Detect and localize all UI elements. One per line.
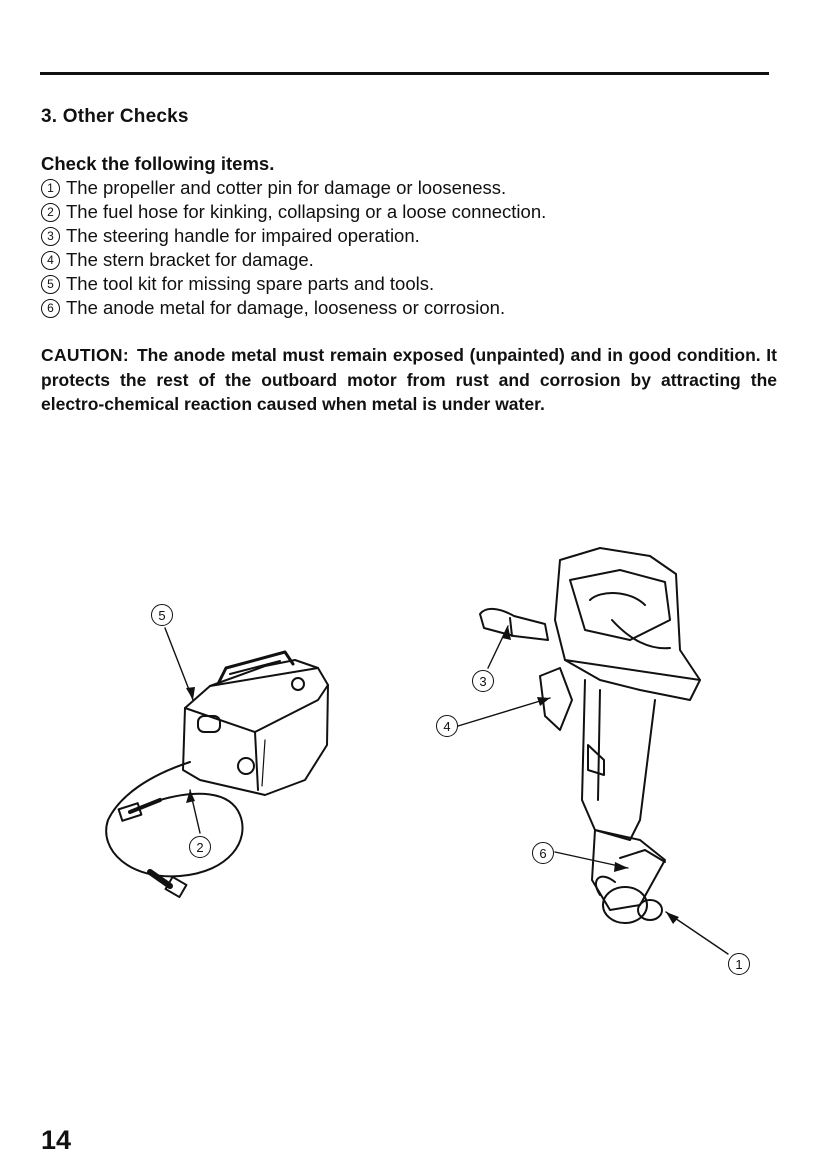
section-title: 3. Other Checks — [41, 106, 189, 127]
item-number: 5 — [41, 275, 60, 294]
callout-1: 1 — [728, 953, 750, 975]
caution-label: CAUTION: — [41, 345, 129, 365]
callout-3: 3 — [472, 670, 494, 692]
item-text: The anode metal for damage, looseness or corrosion. — [66, 297, 506, 318]
item-number: 1 — [41, 179, 60, 198]
item-text: The steering handle for impaired operation. — [66, 225, 420, 246]
item-number: 4 — [41, 251, 60, 270]
item-text: The stern bracket for damage. — [66, 249, 314, 270]
callout-2: 2 — [189, 836, 211, 858]
callout-6: 6 — [532, 842, 554, 864]
item-number: 3 — [41, 227, 60, 246]
item-number: 2 — [41, 203, 60, 222]
callout-4: 4 — [436, 715, 458, 737]
tool-kit-illustration — [183, 652, 328, 795]
item-text: The propeller and cotter pin for damage or looseness. — [66, 177, 507, 198]
item-number: 6 — [41, 299, 60, 318]
page-number: 14 — [41, 1125, 72, 1155]
outboard-motor-illustration — [480, 548, 700, 923]
callout-5: 5 — [151, 604, 173, 626]
caution-text: The anode metal must remain exposed (unpainted) and in good condition. It protects the rest of the outboard motor from rust and corrosion by attracting the electro-chemical reaction caused when metal is under water. — [41, 345, 777, 414]
item-text: The fuel hose for kinking, collapsing or a loose connection. — [66, 201, 547, 222]
intro-text: Check the following items. — [41, 153, 275, 174]
item-text: The tool kit for missing spare parts and tools. — [66, 273, 435, 294]
